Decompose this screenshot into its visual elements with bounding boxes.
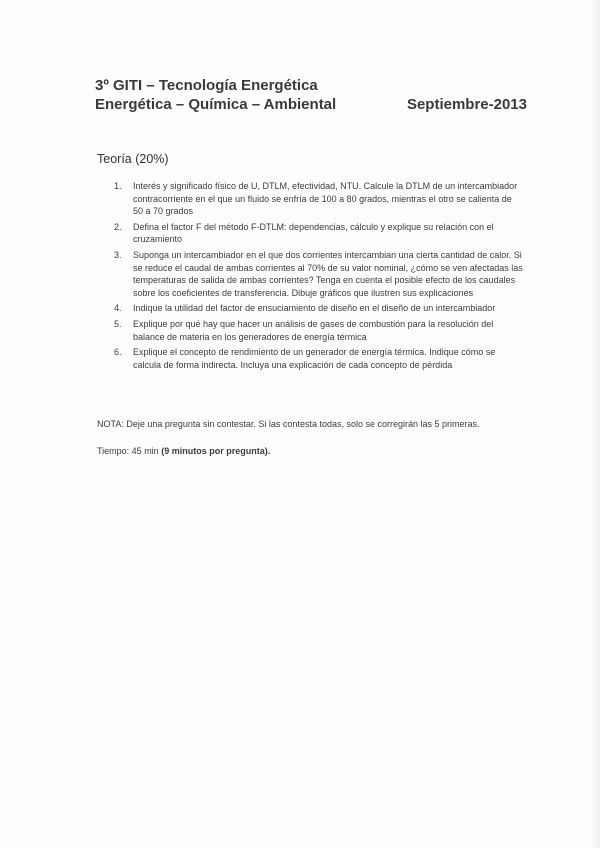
question-item	[114, 302, 524, 315]
question-item	[114, 180, 524, 218]
question-number: 6.	[114, 347, 122, 358]
question-text: Suponga un intercambiador en el que dos corrientes intercambian una cierta cantidad de calor. Si se reduce el caudal de ambas corrientes al 70% de su valor nominal, ¿cómo se ven afectadas las temperaturas de salida de ambas corrientes? Tenga en cuenta el posible efecto de los caudales sobre los coeficientes de transferencia. Dibuje gráficos que ilustren sus explicaciones	[133, 249, 523, 298]
course-title: 3º GITI – Tecnología Energética	[95, 77, 318, 94]
question-number: 1.	[114, 181, 122, 191]
time-limit	[97, 446, 270, 456]
question-item	[114, 249, 524, 299]
question-item	[114, 221, 524, 246]
question-number: 5.	[114, 318, 122, 329]
header-subline	[95, 95, 527, 114]
question-item	[114, 346, 524, 371]
question-text: Defina el factor F del método F-DTLM: dependencias, cálculo y explique su relación con el cruzamiento	[133, 221, 494, 245]
exam-header	[95, 76, 527, 114]
question-text: Explique el concepto de rendimiento de un generador de energía térmica. Indique cómo se calcula de forma indirecta. Incluya una explicación de cada concepto de pérdida	[133, 347, 496, 370]
time-limit-label: Tiempo: 45 min	[97, 446, 162, 456]
question-text: Interés y significado físico de U, DTLM, efectividad, NTU. Calcule la DTLM de un intercambiador contracorriente en el que un fluido se enfría de 100 a 80 grados, mientras el otro se calienta de 50 a 70 grados	[133, 181, 518, 217]
exam-note: NOTA: Deje una pregunta sin contestar. Si las contesta todas, solo se corregirán las 5 primeras.	[97, 419, 480, 429]
question-number: 4.	[114, 303, 122, 314]
question-number: 3.	[114, 249, 122, 260]
specialties-line: Energética – Química – Ambiental	[95, 96, 337, 113]
section-title: Teoría (20%)	[97, 152, 169, 166]
question-list	[114, 180, 524, 374]
question-number: 2.	[114, 221, 122, 232]
question-text: Explique por qué hay que hacer un análisis de gases de combustión para la resolución del balance de materia en los generadores de energía térmica	[133, 318, 494, 342]
question-text: Indique la utilidad del factor de ensuciamiento de diseño en el diseño de un intercambiador	[133, 303, 496, 314]
scan-edge-shadow	[592, 0, 600, 848]
question-item	[114, 318, 524, 343]
exam-date: Septiembre-2013	[406, 96, 527, 113]
time-limit-detail: (9 minutos por pregunta).	[161, 446, 271, 456]
